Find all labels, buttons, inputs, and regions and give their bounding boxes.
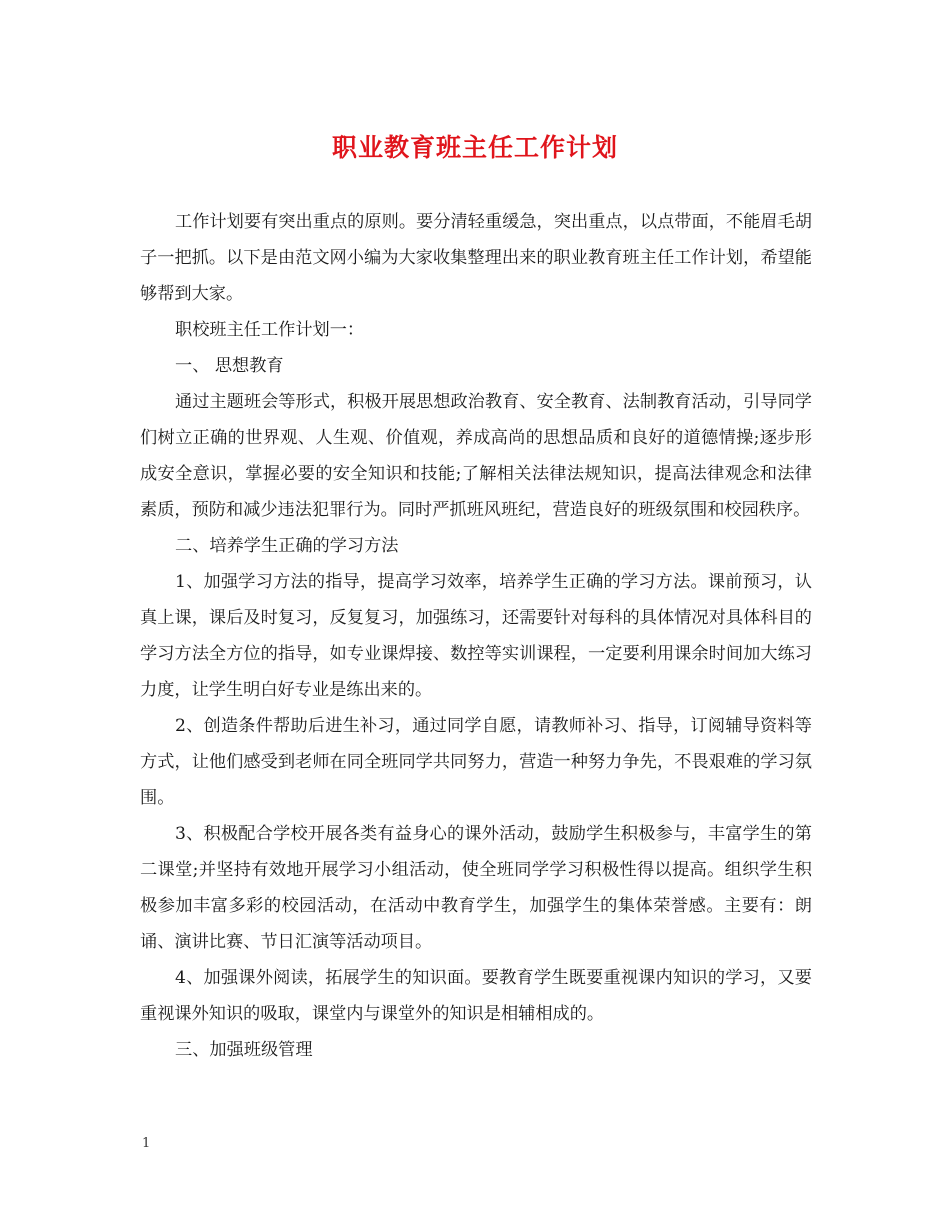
page-number: 1 — [142, 1136, 151, 1151]
section-heading-1: 一、 思想教育 — [175, 356, 284, 376]
paragraph-item-1: 1、加强学习方法的指导，提高学习效率，培养学生正确的学习方法。课前预习，认真上课，课后及时复习，反复复习，加强练习，还需要针对每科的具体情况对具体科目的学习方法全方位的指导，如专业课焊接、数控等实训课程，一定要利用课余时间加大练习力度，让学生明白好专业是练出来的。 — [140, 572, 812, 700]
document-title: 职业教育班主任工作计划 — [331, 133, 618, 162]
section-heading-3: 三、加强班级管理 — [175, 1040, 313, 1060]
paragraph-item-2: 2、创造条件帮助后进生补习，通过同学自愿，请教师补习、指导，订阅辅导资料等方式，让他们感受到老师在同全班同学共同努力，营造一种努力争先，不畏艰难的学习氛围。 — [140, 716, 812, 808]
section-heading-2: 二、培养学生正确的学习方法 — [175, 536, 399, 556]
paragraph-item-4: 4、加强课外阅读，拓展学生的知识面。要教育学生既要重视课内知识的学习，又要重视课外知识的吸取，课堂内与课堂外的知识是相辅相成的。 — [140, 968, 812, 1024]
document-body — [140, 204, 812, 1068]
paragraph-item-3: 3、积极配合学校开展各类有益身心的课外活动，鼓励学生积极参与，丰富学生的第二课堂;并坚持有效地开展学习小组活动，使全班同学学习积极性得以提高。组织学生积极参加丰富多彩的校园活动，在活动中教育学生，加强学生的集体荣誉感。主要有：朗诵、演讲比赛、节日汇演等活动项目。 — [140, 824, 812, 952]
paragraph-intro: 工作计划要有突出重点的原则。要分清轻重缓急，突出重点，以点带面，不能眉毛胡子一把抓。以下是由范文网小编为大家收集整理出来的职业教育班主任工作计划，希望能够帮到大家。 — [140, 212, 812, 304]
paragraph-thought-education: 通过主题班会等形式，积极开展思想政治教育、安全教育、法制教育活动，引导同学们树立正确的世界观、人生观、价值观，养成高尚的思想品质和良好的道德情操;逐步形成安全意识，掌握必要的安全知识和技能;了解相关法律法规知识，提高法律观念和法律素质，预防和减少违法犯罪行为。同时严抓班风班纪，营造良好的班级氛围和校园秩序。 — [140, 392, 812, 520]
paragraph-plan-heading: 职校班主任工作计划一： — [175, 320, 365, 340]
